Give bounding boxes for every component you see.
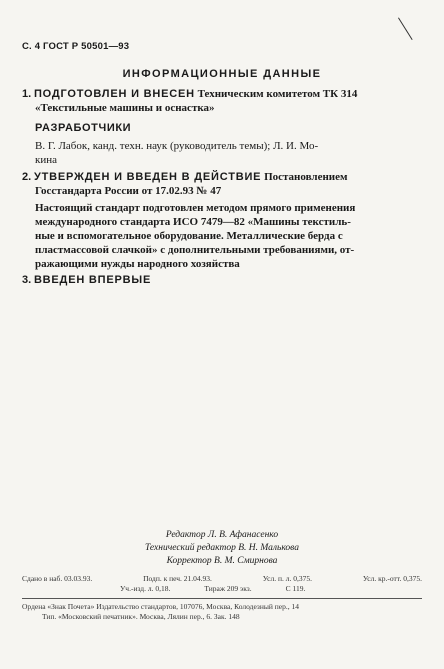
developers-heading: РАЗРАБОТЧИКИ <box>35 122 132 134</box>
corner-pen-mark <box>398 17 413 40</box>
section-2-line-2: Госстандарта России от 17.02.93 № 47 <box>35 185 222 197</box>
imprint-row-2 <box>22 584 422 594</box>
imprint-color-prints: Усл. кр.-отт. 0,375. <box>362 574 422 583</box>
intro-line-1: Настоящий стандарт подготовлен методом прямого применения <box>35 202 356 214</box>
imprint-print-sheets: Усл. п. л. 0,375. <box>262 574 313 583</box>
section-2 <box>22 170 418 198</box>
section-1 <box>22 87 418 115</box>
section-3 <box>22 273 418 287</box>
section-1-rest: Техническим комитетом ТК 314 <box>197 88 358 100</box>
section-1-line-1 <box>22 87 418 101</box>
credits-tech-editor: Технический редактор В. Н. Малькова <box>144 543 299 553</box>
intro-paragraph <box>35 201 418 271</box>
page-title: ИНФОРМАЦИОННЫЕ ДАННЫЕ <box>122 68 322 80</box>
imprint-submitted: Сдано в наб. 03.03.93. <box>22 574 93 583</box>
credits-corrector: Корректор В. М. Смирнова <box>166 556 278 566</box>
imprint-signed: Подп. к печ. 21.04.93. <box>143 574 212 583</box>
publisher-line-1: Ордена «Знак Почета» Издательство стандартов, 107076, Москва, Колодезный пер., 14 <box>22 602 300 611</box>
developers-line-1: В. Г. Лабок, канд. техн. наук (руководитель темы); Л. И. Мо- <box>35 140 319 152</box>
intro-line-3: ные и вспомогательное оборудование. Металлические берда с <box>35 230 343 242</box>
section-2-rest: Постановлением <box>264 171 348 183</box>
section-2-line-1 <box>22 170 418 184</box>
developers-line-2: кина <box>35 154 57 166</box>
section-3-text: ВВЕДЕН ВПЕРВЫЕ <box>33 274 152 286</box>
imprint-row-1 <box>22 574 422 584</box>
credits-editor: Редактор Л. В. Афанасенко <box>165 530 279 540</box>
section-1-number: 1. <box>22 88 32 100</box>
section-2-lead: УТВЕРЖДЕН И ВВЕДЕН В ДЕЙСТВИЕ <box>33 171 262 183</box>
section-3-number: 3. <box>22 274 32 286</box>
publisher-block <box>22 602 422 622</box>
developers-list <box>35 139 418 167</box>
imprint-code: С 119. <box>285 584 306 593</box>
publisher-line-2: Тип. «Московский печатник». Москва, Лялин пер., 6. Зак. 148 <box>42 612 240 621</box>
imprint-circulation: Тираж 209 экз. <box>204 584 252 593</box>
imprint-divider <box>22 598 422 599</box>
intro-line-4: пластмассовой слачкой» с дополнительными требованиями, от- <box>35 244 355 256</box>
intro-line-5: ражающими нужды народного хозяйства <box>35 258 240 270</box>
credits-block <box>0 529 444 568</box>
intro-line-2: международного стандарта ИСО 7479—82 «Машины текстиль- <box>35 216 351 228</box>
section-2-number: 2. <box>22 171 32 183</box>
section-1-line-2: «Текстильные машины и оснастка» <box>35 102 215 114</box>
imprint-pub-sheets: Уч.-изд. л. 0,18. <box>120 584 171 593</box>
imprint-details <box>22 574 422 594</box>
section-1-lead: ПОДГОТОВЛЕН И ВНЕСЕН <box>33 88 195 100</box>
page-header: С. 4 ГОСТ Р 50501—93 <box>22 41 130 52</box>
